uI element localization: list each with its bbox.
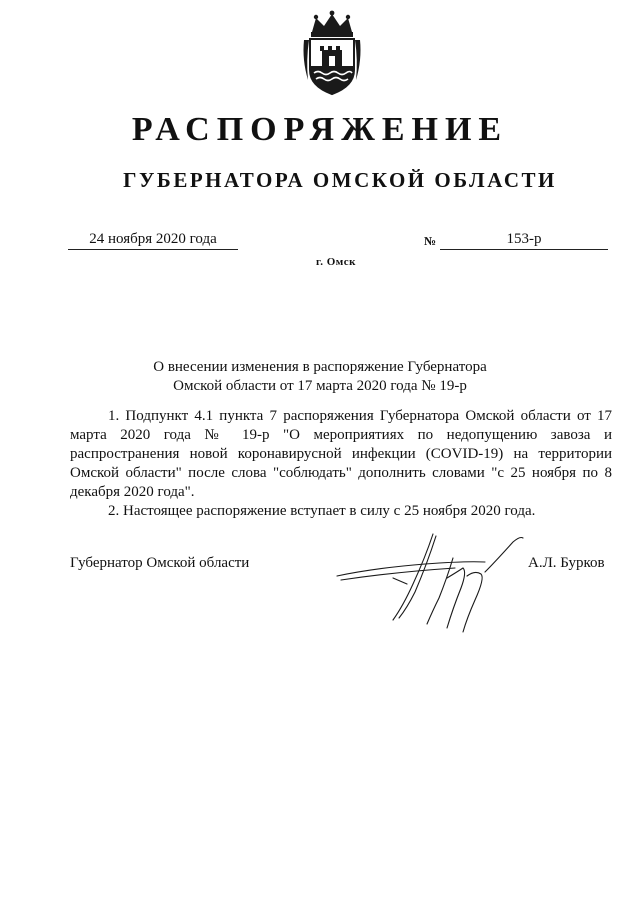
- subject-line-2: Омской области от 17 марта 2020 года № 19-р: [173, 378, 467, 394]
- signer-name: А.Л. Бурков: [528, 555, 605, 571]
- signer-position: Губернатор Омской области: [70, 555, 250, 571]
- document-city: г. Омск: [315, 256, 357, 268]
- document-date: 24 ноября 2020 года: [68, 229, 238, 250]
- document-title: РАСПОРЯЖЕНИЕ: [131, 111, 509, 148]
- document-number: 153-р: [440, 229, 608, 250]
- coat-of-arms-icon: [300, 10, 364, 96]
- body-paragraph-2: 2. Настоящее распоряжение вступает в силу с 25 ноября 2020 года.: [108, 503, 536, 519]
- document-subtitle: ГУБЕРНАТОРА ОМСКОЙ ОБЛАСТИ: [123, 168, 557, 192]
- body-paragraph-1: 1. Подпункт 4.1 пункта 7 распоряжения Губернатора Омской области от 17 марта 2020 года № 19-р "О мероприятиях по недопущению завоза и распространения новой коронавирусной инфекции (COVID-19) на территории Омской области" после слова "соблюдать" дополнить словами "с 25 ноября по 8 декабря 2020 года".: [70, 408, 612, 500]
- document-subject: [70, 358, 570, 396]
- subject-line-1: О внесении изменения в распоряжение Губернатора: [153, 359, 487, 375]
- number-sign: №: [424, 234, 437, 248]
- handwritten-signature: [335, 528, 535, 638]
- document-body: [70, 407, 612, 521]
